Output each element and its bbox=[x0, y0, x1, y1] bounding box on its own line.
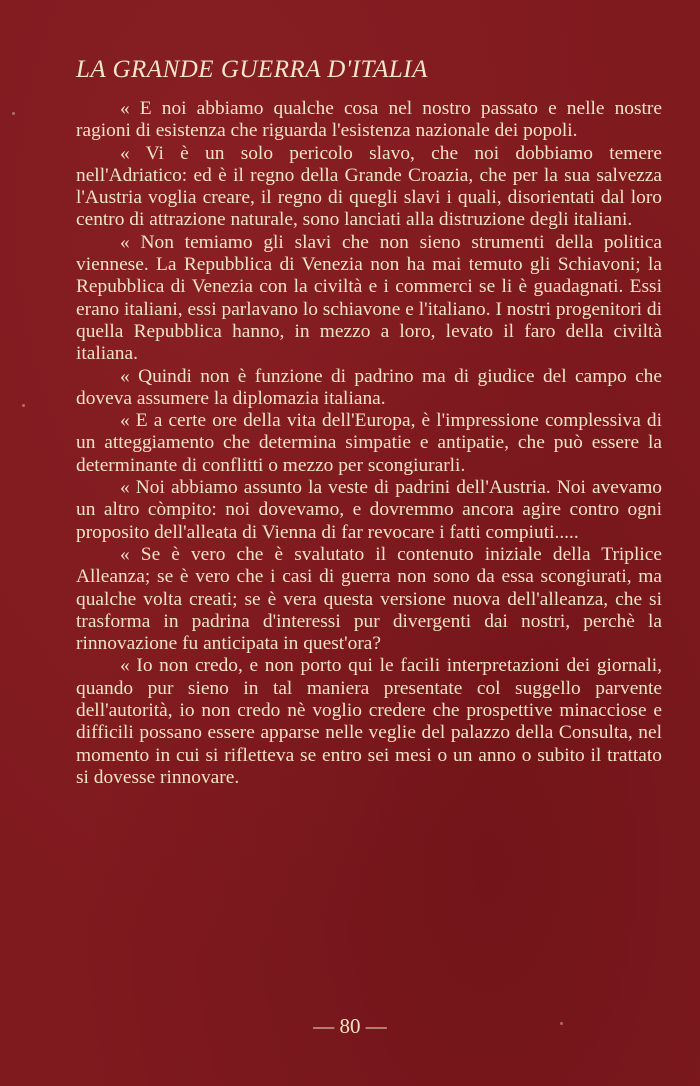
body-text bbox=[76, 98, 662, 789]
paper-speck bbox=[12, 112, 15, 115]
paragraph: « Non temiamo gli slavi che non sieno strumenti della politica viennese. La Repubblica di Venezia non ha mai temuto gli Schiavoni; la Repubblica di Venezia con la civiltà e i commerci se li è guadagnati. Essi erano italiani, essi parlavano lo schiavone e l'italiano. I nostri progenitori di quella Repubblica hanno, in mezzo a loro, levato il faro della civiltà italiana. bbox=[76, 231, 662, 365]
paragraph: « E a certe ore della vita dell'Europa, è l'impressione complessiva di un atteggiamento che determina simpatie e antipatie, che può essere la determinante di conflitti o mezzo per scongiurarli. bbox=[76, 410, 662, 476]
paragraph: « Io non credo, e non porto qui le facili interpretazioni dei giornali, quando pur sieno in tal maniera presentate col suggello parvente dell'autorità, io non credo nè voglio credere che prospettive minacciose e difficili possano essere apparse nelle veglie del palazzo della Consulta, nel momento in cui si rifletteva se entro sei mesi o un anno o subito il trattato si dovesse rinnovare. bbox=[76, 655, 662, 788]
paragraph: « Vi è un solo pericolo slavo, che noi dobbiamo temere nell'Adriatico: ed è il regno della Grande Croazia, che per la sua salvezza l'Austria voglia creare, il regno di quegli slavi i quali, disorientati dal loro centro di attrazione naturale, sono lanciati alla distruzione degli italiani. bbox=[76, 142, 662, 231]
paragraph: « Se è vero che è svalutato il contenuto iniziale della Triplice Alleanza; se è vero che i casi di guerra non sono da essa scongiurati, ma qualche volta creati; se è vera questa versione nuova dell'alleanza, che si trasforma in padrina d'interessi pur divergenti dai nostri, perchè la rinnovazione fu anticipata in quest'ora? bbox=[76, 543, 662, 655]
running-head: LA GRANDE GUERRA D'ITALIA bbox=[76, 56, 428, 83]
paragraph: « Noi abbiamo assunto la veste di padrini dell'Austria. Noi avevamo un altro còmpito: noi dovevamo, e dovremmo ancora agire contro ogni proposito dell'alleata di Vienna di far revocare i fatti compiuti..... bbox=[76, 477, 662, 543]
paragraph: « Quindi non è funzione di padrino ma di giudice del campo che doveva assumere la diplomazia italiana. bbox=[76, 365, 662, 409]
page-number: — 80 — bbox=[313, 1014, 387, 1038]
paragraph: « E noi abbiamo qualche cosa nel nostro passato e nelle nostre ragioni di esistenza che riguarda l'esistenza nazionale dei popoli. bbox=[76, 98, 662, 142]
paper-speck bbox=[22, 404, 25, 407]
